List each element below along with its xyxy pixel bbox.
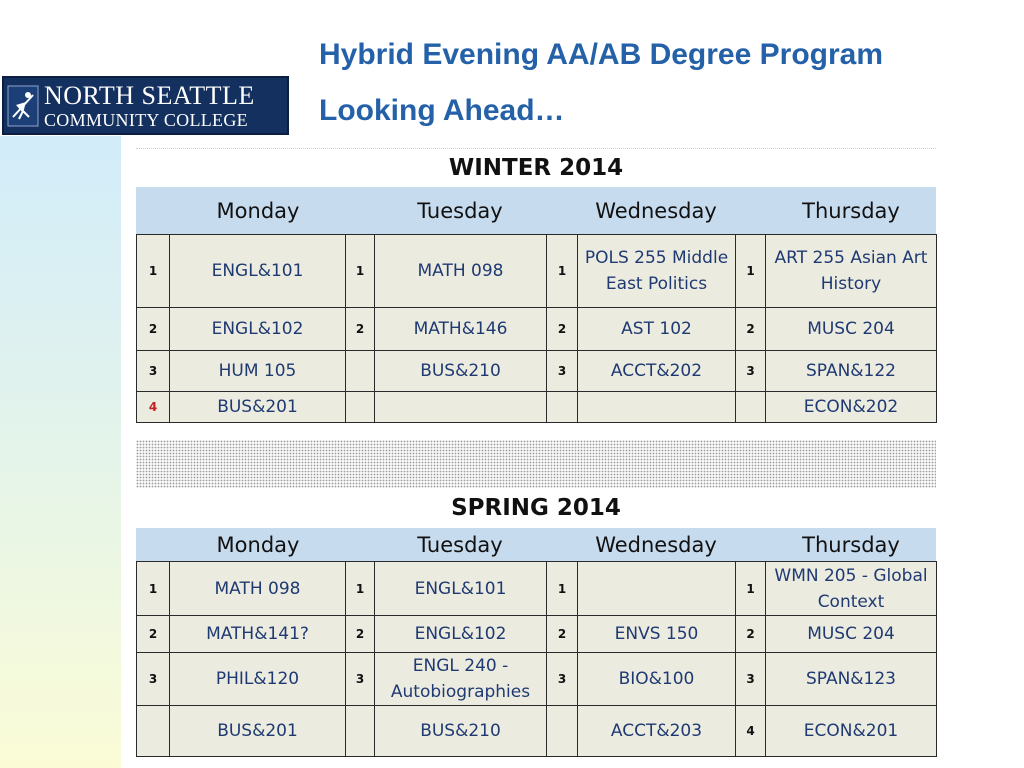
course-cell: BUS&201: [170, 392, 346, 423]
period-number: [547, 392, 578, 423]
day-header: Tuesday: [417, 198, 503, 223]
course-cell: MATH 098: [170, 562, 346, 616]
dotted-separator-band: [136, 440, 936, 488]
day-header: Wednesday: [595, 198, 717, 223]
period-number: 1: [736, 562, 766, 616]
course-cell: MATH&146: [375, 308, 547, 351]
day-header: Thursday: [802, 532, 900, 557]
logo-line-2: COMMUNITY COLLEGE: [44, 109, 248, 130]
course-cell: [578, 562, 736, 616]
table-row: [137, 616, 937, 653]
course-cell: POLS 255 Middle East Politics: [578, 235, 736, 308]
day-header: Tuesday: [417, 532, 503, 557]
period-number: 3: [137, 653, 170, 706]
period-number: 2: [736, 616, 766, 653]
college-logo: [2, 76, 289, 135]
course-cell: ENGL&102: [375, 616, 547, 653]
schedule-grid: [136, 561, 937, 757]
course-cell: BIO&100: [578, 653, 736, 706]
logo-line-1: NORTH SEATTLE: [44, 80, 255, 110]
page-title: Hybrid Evening AA/AB Degree Program: [319, 38, 884, 71]
course-cell: BUS&210: [375, 351, 547, 392]
course-cell: BUS&201: [170, 706, 346, 757]
schedule-grid: [136, 234, 937, 423]
period-number: 2: [547, 308, 578, 351]
period-number: 3: [736, 653, 766, 706]
course-cell: MUSC 204: [766, 308, 937, 351]
period-number: 3: [547, 351, 578, 392]
period-number: 2: [137, 308, 170, 351]
day-header-row: [136, 528, 936, 561]
day-header: Thursday: [802, 198, 900, 223]
course-cell: MUSC 204: [766, 616, 937, 653]
period-number: [736, 392, 766, 423]
season-header: [136, 148, 936, 187]
period-number: 1: [736, 235, 766, 308]
course-cell: ENGL&102: [170, 308, 346, 351]
season-label: WINTER 2014: [448, 155, 624, 181]
spring-schedule: [136, 488, 936, 757]
course-cell: [578, 392, 736, 423]
course-cell: HUM 105: [170, 351, 346, 392]
day-header: Monday: [216, 532, 300, 557]
course-cell: ENGL&101: [170, 235, 346, 308]
course-cell: SPAN&122: [766, 351, 937, 392]
table-row: [137, 706, 937, 757]
period-number: [547, 706, 578, 757]
period-number: [346, 392, 375, 423]
day-header-row: [136, 187, 936, 234]
period-number: 3: [547, 653, 578, 706]
period-number: 1: [137, 562, 170, 616]
table-row: [137, 562, 937, 616]
table-row: [137, 235, 937, 308]
course-cell: MATH&141?: [170, 616, 346, 653]
period-number: [346, 706, 375, 757]
course-cell: ACCT&203: [578, 706, 736, 757]
period-number: 1: [547, 235, 578, 308]
period-number: 1: [346, 235, 375, 308]
winter-schedule: [136, 148, 936, 423]
course-cell: [375, 392, 547, 423]
side-gradient-bar: [0, 136, 121, 768]
period-number: 4: [736, 706, 766, 757]
period-number: 2: [346, 308, 375, 351]
table-row: [137, 653, 937, 706]
period-number: 2: [137, 616, 170, 653]
course-cell: ENVS 150: [578, 616, 736, 653]
course-cell: ENGL&101: [375, 562, 547, 616]
period-number: 4: [137, 392, 170, 423]
course-cell: SPAN&123: [766, 653, 937, 706]
period-number: 1: [137, 235, 170, 308]
period-number: 3: [346, 653, 375, 706]
period-number: 3: [137, 351, 170, 392]
course-cell: ART 255 Asian Art History: [766, 235, 937, 308]
period-number: 2: [736, 308, 766, 351]
table-row: [137, 308, 937, 351]
page-subtitle: Looking Ahead…: [319, 94, 565, 127]
table-row: [137, 392, 937, 423]
season-header: [136, 488, 936, 528]
course-cell: MATH 098: [375, 235, 547, 308]
course-cell: WMN 205 - Global Context: [766, 562, 937, 616]
period-number: 1: [547, 562, 578, 616]
season-label: SPRING 2014: [451, 495, 621, 521]
course-cell: ECON&201: [766, 706, 937, 757]
period-number: [137, 706, 170, 757]
period-number: [346, 351, 375, 392]
period-number: 3: [736, 351, 766, 392]
course-cell: AST 102: [578, 308, 736, 351]
table-row: [137, 351, 937, 392]
course-cell: ENGL 240 - Autobiographies: [375, 653, 547, 706]
day-header: Wednesday: [595, 532, 717, 557]
period-number: 2: [346, 616, 375, 653]
runner-icon: [4, 78, 42, 133]
course-cell: ECON&202: [766, 392, 937, 423]
period-number: 2: [547, 616, 578, 653]
period-number: 1: [346, 562, 375, 616]
course-cell: PHIL&120: [170, 653, 346, 706]
course-cell: ACCT&202: [578, 351, 736, 392]
day-header: Monday: [216, 198, 300, 223]
course-cell: BUS&210: [375, 706, 547, 757]
